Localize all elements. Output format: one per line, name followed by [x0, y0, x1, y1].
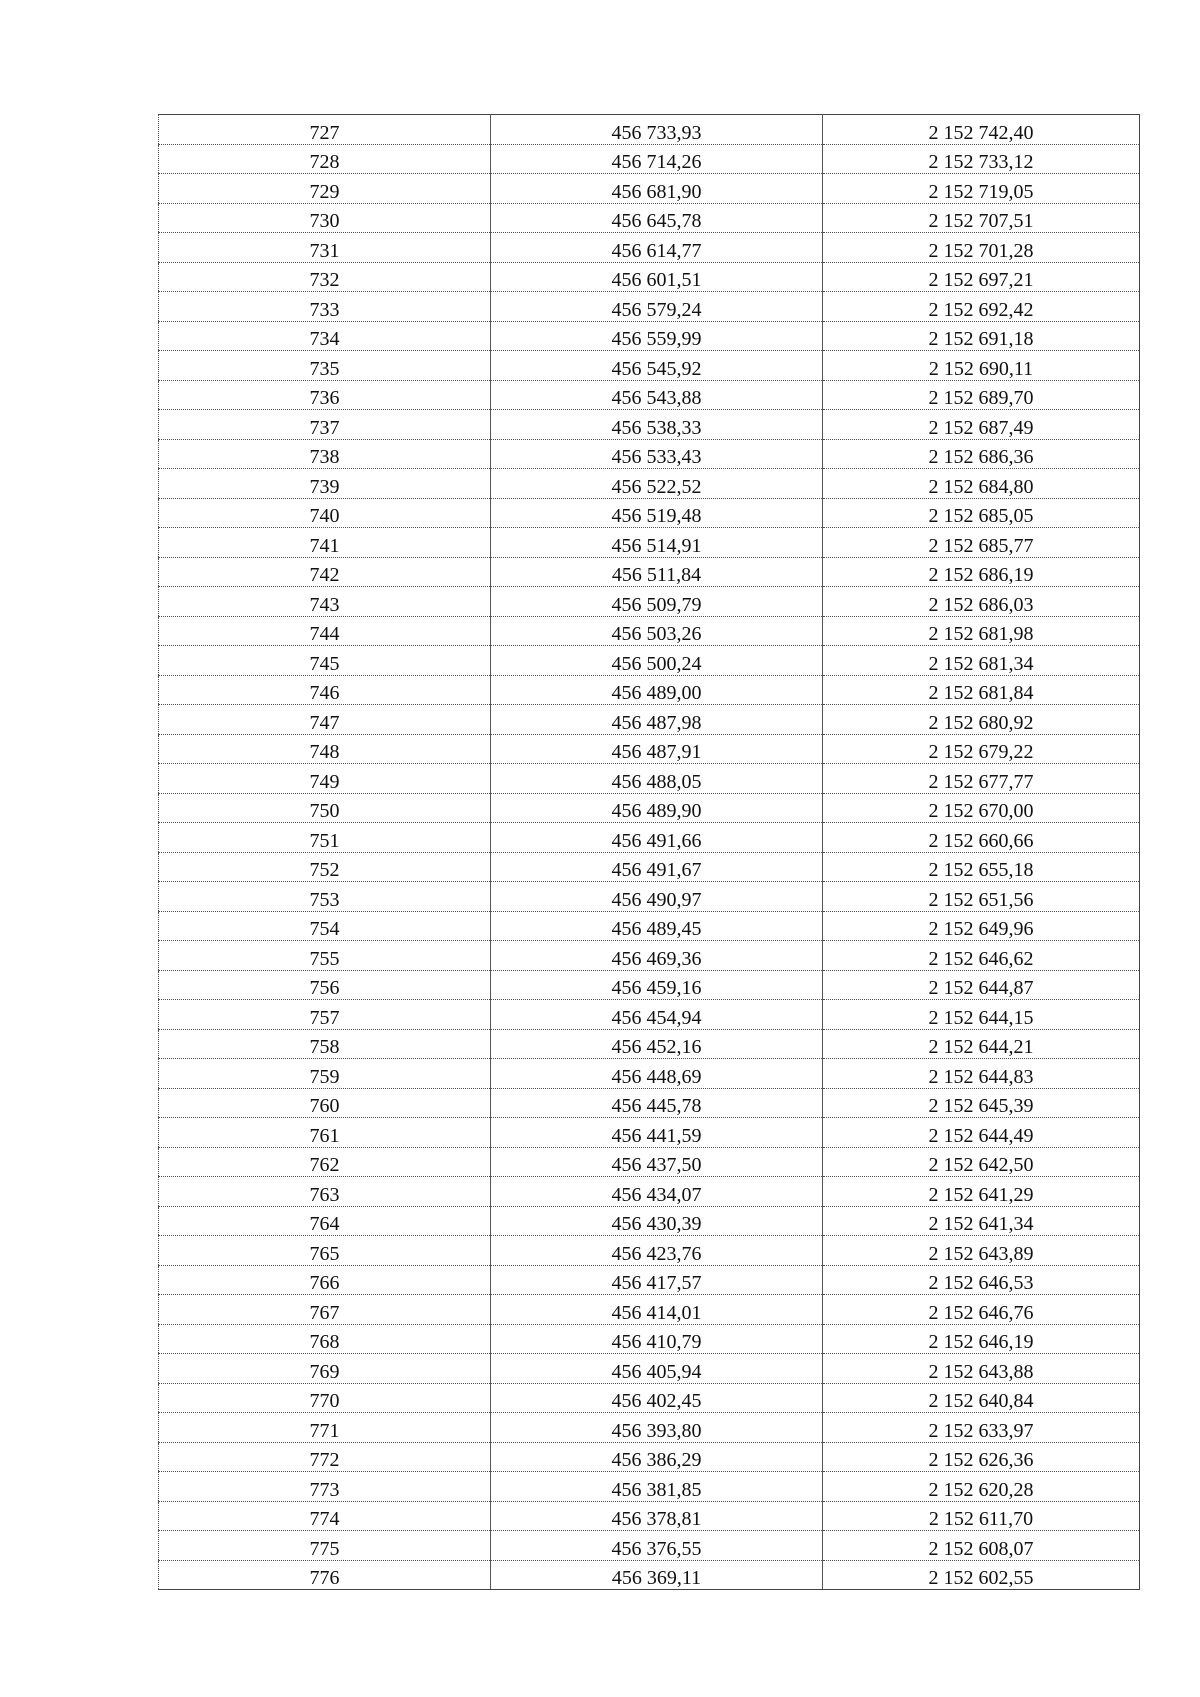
y-coordinate-cell: 2 152 670,00 — [823, 793, 1140, 823]
point-number-cell: 753 — [159, 882, 491, 912]
point-number-cell: 750 — [159, 793, 491, 823]
y-coordinate-cell: 2 152 681,98 — [823, 616, 1140, 646]
point-number-cell: 757 — [159, 1000, 491, 1030]
table-row — [159, 321, 1140, 351]
table-row — [159, 469, 1140, 499]
x-coordinate-cell: 456 378,81 — [491, 1501, 823, 1531]
y-coordinate-cell: 2 152 643,89 — [823, 1236, 1140, 1266]
x-coordinate-cell: 456 490,97 — [491, 882, 823, 912]
y-coordinate-cell: 2 152 602,55 — [823, 1560, 1140, 1590]
y-coordinate-cell: 2 152 645,39 — [823, 1088, 1140, 1118]
x-coordinate-cell: 456 445,78 — [491, 1088, 823, 1118]
table-row — [159, 174, 1140, 204]
table-row — [159, 115, 1140, 145]
y-coordinate-cell: 2 152 660,66 — [823, 823, 1140, 853]
point-number-cell: 765 — [159, 1236, 491, 1266]
x-coordinate-cell: 456 402,45 — [491, 1383, 823, 1413]
x-coordinate-cell: 456 441,59 — [491, 1118, 823, 1148]
table-row — [159, 1560, 1140, 1590]
x-coordinate-cell: 456 454,94 — [491, 1000, 823, 1030]
x-coordinate-cell: 456 533,43 — [491, 439, 823, 469]
point-number-cell: 767 — [159, 1295, 491, 1325]
x-coordinate-cell: 456 489,00 — [491, 675, 823, 705]
table-row — [159, 498, 1140, 528]
point-number-cell: 728 — [159, 144, 491, 174]
x-coordinate-cell: 456 522,52 — [491, 469, 823, 499]
y-coordinate-cell: 2 152 633,97 — [823, 1413, 1140, 1443]
point-number-cell: 770 — [159, 1383, 491, 1413]
x-coordinate-cell: 456 601,51 — [491, 262, 823, 292]
table-row — [159, 941, 1140, 971]
table-row — [159, 1206, 1140, 1236]
table-row — [159, 1383, 1140, 1413]
point-number-cell: 763 — [159, 1177, 491, 1207]
point-number-cell: 732 — [159, 262, 491, 292]
x-coordinate-cell: 456 430,39 — [491, 1206, 823, 1236]
point-number-cell: 730 — [159, 203, 491, 233]
table-row — [159, 1147, 1140, 1177]
point-number-cell: 762 — [159, 1147, 491, 1177]
y-coordinate-cell: 2 152 646,62 — [823, 941, 1140, 971]
x-coordinate-cell: 456 381,85 — [491, 1472, 823, 1502]
coordinates-table-body — [159, 115, 1140, 1590]
table-row — [159, 1472, 1140, 1502]
table-row — [159, 675, 1140, 705]
point-number-cell: 774 — [159, 1501, 491, 1531]
coordinates-table — [158, 114, 1140, 1590]
table-row — [159, 1501, 1140, 1531]
point-number-cell: 764 — [159, 1206, 491, 1236]
table-row — [159, 144, 1140, 174]
table-row — [159, 911, 1140, 941]
point-number-cell: 727 — [159, 115, 491, 145]
y-coordinate-cell: 2 152 686,19 — [823, 557, 1140, 587]
table-row — [159, 1236, 1140, 1266]
table-row — [159, 1265, 1140, 1295]
y-coordinate-cell: 2 152 681,34 — [823, 646, 1140, 676]
point-number-cell: 754 — [159, 911, 491, 941]
table-row — [159, 292, 1140, 322]
x-coordinate-cell: 456 414,01 — [491, 1295, 823, 1325]
y-coordinate-cell: 2 152 644,83 — [823, 1059, 1140, 1089]
table-row — [159, 1059, 1140, 1089]
x-coordinate-cell: 456 733,93 — [491, 115, 823, 145]
y-coordinate-cell: 2 152 646,53 — [823, 1265, 1140, 1295]
table-row — [159, 380, 1140, 410]
y-coordinate-cell: 2 152 719,05 — [823, 174, 1140, 204]
table-row — [159, 439, 1140, 469]
point-number-cell: 733 — [159, 292, 491, 322]
table-row — [159, 882, 1140, 912]
point-number-cell: 748 — [159, 734, 491, 764]
point-number-cell: 735 — [159, 351, 491, 381]
x-coordinate-cell: 456 434,07 — [491, 1177, 823, 1207]
point-number-cell: 749 — [159, 764, 491, 794]
table-row — [159, 262, 1140, 292]
y-coordinate-cell: 2 152 692,42 — [823, 292, 1140, 322]
point-number-cell: 736 — [159, 380, 491, 410]
point-number-cell: 746 — [159, 675, 491, 705]
x-coordinate-cell: 456 487,98 — [491, 705, 823, 735]
y-coordinate-cell: 2 152 620,28 — [823, 1472, 1140, 1502]
y-coordinate-cell: 2 152 643,88 — [823, 1354, 1140, 1384]
y-coordinate-cell: 2 152 644,49 — [823, 1118, 1140, 1148]
y-coordinate-cell: 2 152 641,29 — [823, 1177, 1140, 1207]
point-number-cell: 766 — [159, 1265, 491, 1295]
table-row — [159, 1295, 1140, 1325]
x-coordinate-cell: 456 489,45 — [491, 911, 823, 941]
x-coordinate-cell: 456 545,92 — [491, 351, 823, 381]
y-coordinate-cell: 2 152 679,22 — [823, 734, 1140, 764]
y-coordinate-cell: 2 152 697,21 — [823, 262, 1140, 292]
x-coordinate-cell: 456 538,33 — [491, 410, 823, 440]
table-row — [159, 1088, 1140, 1118]
point-number-cell: 743 — [159, 587, 491, 617]
x-coordinate-cell: 456 487,91 — [491, 734, 823, 764]
y-coordinate-cell: 2 152 685,05 — [823, 498, 1140, 528]
point-number-cell: 734 — [159, 321, 491, 351]
y-coordinate-cell: 2 152 690,11 — [823, 351, 1140, 381]
point-number-cell: 772 — [159, 1442, 491, 1472]
y-coordinate-cell: 2 152 686,03 — [823, 587, 1140, 617]
point-number-cell: 775 — [159, 1531, 491, 1561]
point-number-cell: 755 — [159, 941, 491, 971]
point-number-cell: 769 — [159, 1354, 491, 1384]
x-coordinate-cell: 456 500,24 — [491, 646, 823, 676]
x-coordinate-cell: 456 645,78 — [491, 203, 823, 233]
point-number-cell: 737 — [159, 410, 491, 440]
table-row — [159, 351, 1140, 381]
point-number-cell: 745 — [159, 646, 491, 676]
y-coordinate-cell: 2 152 733,12 — [823, 144, 1140, 174]
x-coordinate-cell: 456 448,69 — [491, 1059, 823, 1089]
table-row — [159, 1531, 1140, 1561]
y-coordinate-cell: 2 152 644,87 — [823, 970, 1140, 1000]
table-row — [159, 1324, 1140, 1354]
y-coordinate-cell: 2 152 640,84 — [823, 1383, 1140, 1413]
y-coordinate-cell: 2 152 677,77 — [823, 764, 1140, 794]
point-number-cell: 758 — [159, 1029, 491, 1059]
table-row — [159, 233, 1140, 263]
y-coordinate-cell: 2 152 685,77 — [823, 528, 1140, 558]
table-row — [159, 203, 1140, 233]
x-coordinate-cell: 456 393,80 — [491, 1413, 823, 1443]
table-row — [159, 970, 1140, 1000]
y-coordinate-cell: 2 152 646,19 — [823, 1324, 1140, 1354]
x-coordinate-cell: 456 543,88 — [491, 380, 823, 410]
x-coordinate-cell: 456 489,90 — [491, 793, 823, 823]
table-row — [159, 646, 1140, 676]
table-row — [159, 1118, 1140, 1148]
x-coordinate-cell: 456 559,99 — [491, 321, 823, 351]
table-row — [159, 528, 1140, 558]
y-coordinate-cell: 2 152 651,56 — [823, 882, 1140, 912]
x-coordinate-cell: 456 503,26 — [491, 616, 823, 646]
x-coordinate-cell: 456 469,36 — [491, 941, 823, 971]
y-coordinate-cell: 2 152 626,36 — [823, 1442, 1140, 1472]
table-row — [159, 587, 1140, 617]
y-coordinate-cell: 2 152 608,07 — [823, 1531, 1140, 1561]
x-coordinate-cell: 456 511,84 — [491, 557, 823, 587]
point-number-cell: 759 — [159, 1059, 491, 1089]
y-coordinate-cell: 2 152 701,28 — [823, 233, 1140, 263]
table-row — [159, 1177, 1140, 1207]
y-coordinate-cell: 2 152 742,40 — [823, 115, 1140, 145]
x-coordinate-cell: 456 681,90 — [491, 174, 823, 204]
x-coordinate-cell: 456 579,24 — [491, 292, 823, 322]
y-coordinate-cell: 2 152 649,96 — [823, 911, 1140, 941]
point-number-cell: 752 — [159, 852, 491, 882]
x-coordinate-cell: 456 376,55 — [491, 1531, 823, 1561]
x-coordinate-cell: 456 452,16 — [491, 1029, 823, 1059]
x-coordinate-cell: 456 714,26 — [491, 144, 823, 174]
point-number-cell: 773 — [159, 1472, 491, 1502]
table-row — [159, 1029, 1140, 1059]
x-coordinate-cell: 456 386,29 — [491, 1442, 823, 1472]
point-number-cell: 739 — [159, 469, 491, 499]
x-coordinate-cell: 456 369,11 — [491, 1560, 823, 1590]
point-number-cell: 751 — [159, 823, 491, 853]
x-coordinate-cell: 456 459,16 — [491, 970, 823, 1000]
table-row — [159, 410, 1140, 440]
point-number-cell: 761 — [159, 1118, 491, 1148]
x-coordinate-cell: 456 410,79 — [491, 1324, 823, 1354]
table-row — [159, 852, 1140, 882]
y-coordinate-cell: 2 152 655,18 — [823, 852, 1140, 882]
point-number-cell: 729 — [159, 174, 491, 204]
point-number-cell: 760 — [159, 1088, 491, 1118]
point-number-cell: 741 — [159, 528, 491, 558]
point-number-cell: 742 — [159, 557, 491, 587]
y-coordinate-cell: 2 152 644,21 — [823, 1029, 1140, 1059]
y-coordinate-cell: 2 152 686,36 — [823, 439, 1140, 469]
y-coordinate-cell: 2 152 691,18 — [823, 321, 1140, 351]
table-row — [159, 1354, 1140, 1384]
x-coordinate-cell: 456 417,57 — [491, 1265, 823, 1295]
table-row — [159, 1442, 1140, 1472]
table-row — [159, 1000, 1140, 1030]
table-row — [159, 793, 1140, 823]
table-row — [159, 764, 1140, 794]
x-coordinate-cell: 456 491,66 — [491, 823, 823, 853]
x-coordinate-cell: 456 437,50 — [491, 1147, 823, 1177]
y-coordinate-cell: 2 152 644,15 — [823, 1000, 1140, 1030]
y-coordinate-cell: 2 152 707,51 — [823, 203, 1140, 233]
x-coordinate-cell: 456 405,94 — [491, 1354, 823, 1384]
x-coordinate-cell: 456 519,48 — [491, 498, 823, 528]
point-number-cell: 747 — [159, 705, 491, 735]
y-coordinate-cell: 2 152 687,49 — [823, 410, 1140, 440]
y-coordinate-cell: 2 152 642,50 — [823, 1147, 1140, 1177]
point-number-cell: 738 — [159, 439, 491, 469]
y-coordinate-cell: 2 152 680,92 — [823, 705, 1140, 735]
table-row — [159, 705, 1140, 735]
table-row — [159, 1413, 1140, 1443]
table-row — [159, 734, 1140, 764]
y-coordinate-cell: 2 152 689,70 — [823, 380, 1140, 410]
y-coordinate-cell: 2 152 611,70 — [823, 1501, 1140, 1531]
x-coordinate-cell: 456 514,91 — [491, 528, 823, 558]
point-number-cell: 744 — [159, 616, 491, 646]
x-coordinate-cell: 456 423,76 — [491, 1236, 823, 1266]
x-coordinate-cell: 456 491,67 — [491, 852, 823, 882]
x-coordinate-cell: 456 488,05 — [491, 764, 823, 794]
point-number-cell: 756 — [159, 970, 491, 1000]
table-row — [159, 557, 1140, 587]
point-number-cell: 731 — [159, 233, 491, 263]
point-number-cell: 771 — [159, 1413, 491, 1443]
point-number-cell: 740 — [159, 498, 491, 528]
y-coordinate-cell: 2 152 641,34 — [823, 1206, 1140, 1236]
point-number-cell: 768 — [159, 1324, 491, 1354]
y-coordinate-cell: 2 152 684,80 — [823, 469, 1140, 499]
x-coordinate-cell: 456 509,79 — [491, 587, 823, 617]
point-number-cell: 776 — [159, 1560, 491, 1590]
x-coordinate-cell: 456 614,77 — [491, 233, 823, 263]
y-coordinate-cell: 2 152 646,76 — [823, 1295, 1140, 1325]
table-row — [159, 616, 1140, 646]
y-coordinate-cell: 2 152 681,84 — [823, 675, 1140, 705]
table-row — [159, 823, 1140, 853]
